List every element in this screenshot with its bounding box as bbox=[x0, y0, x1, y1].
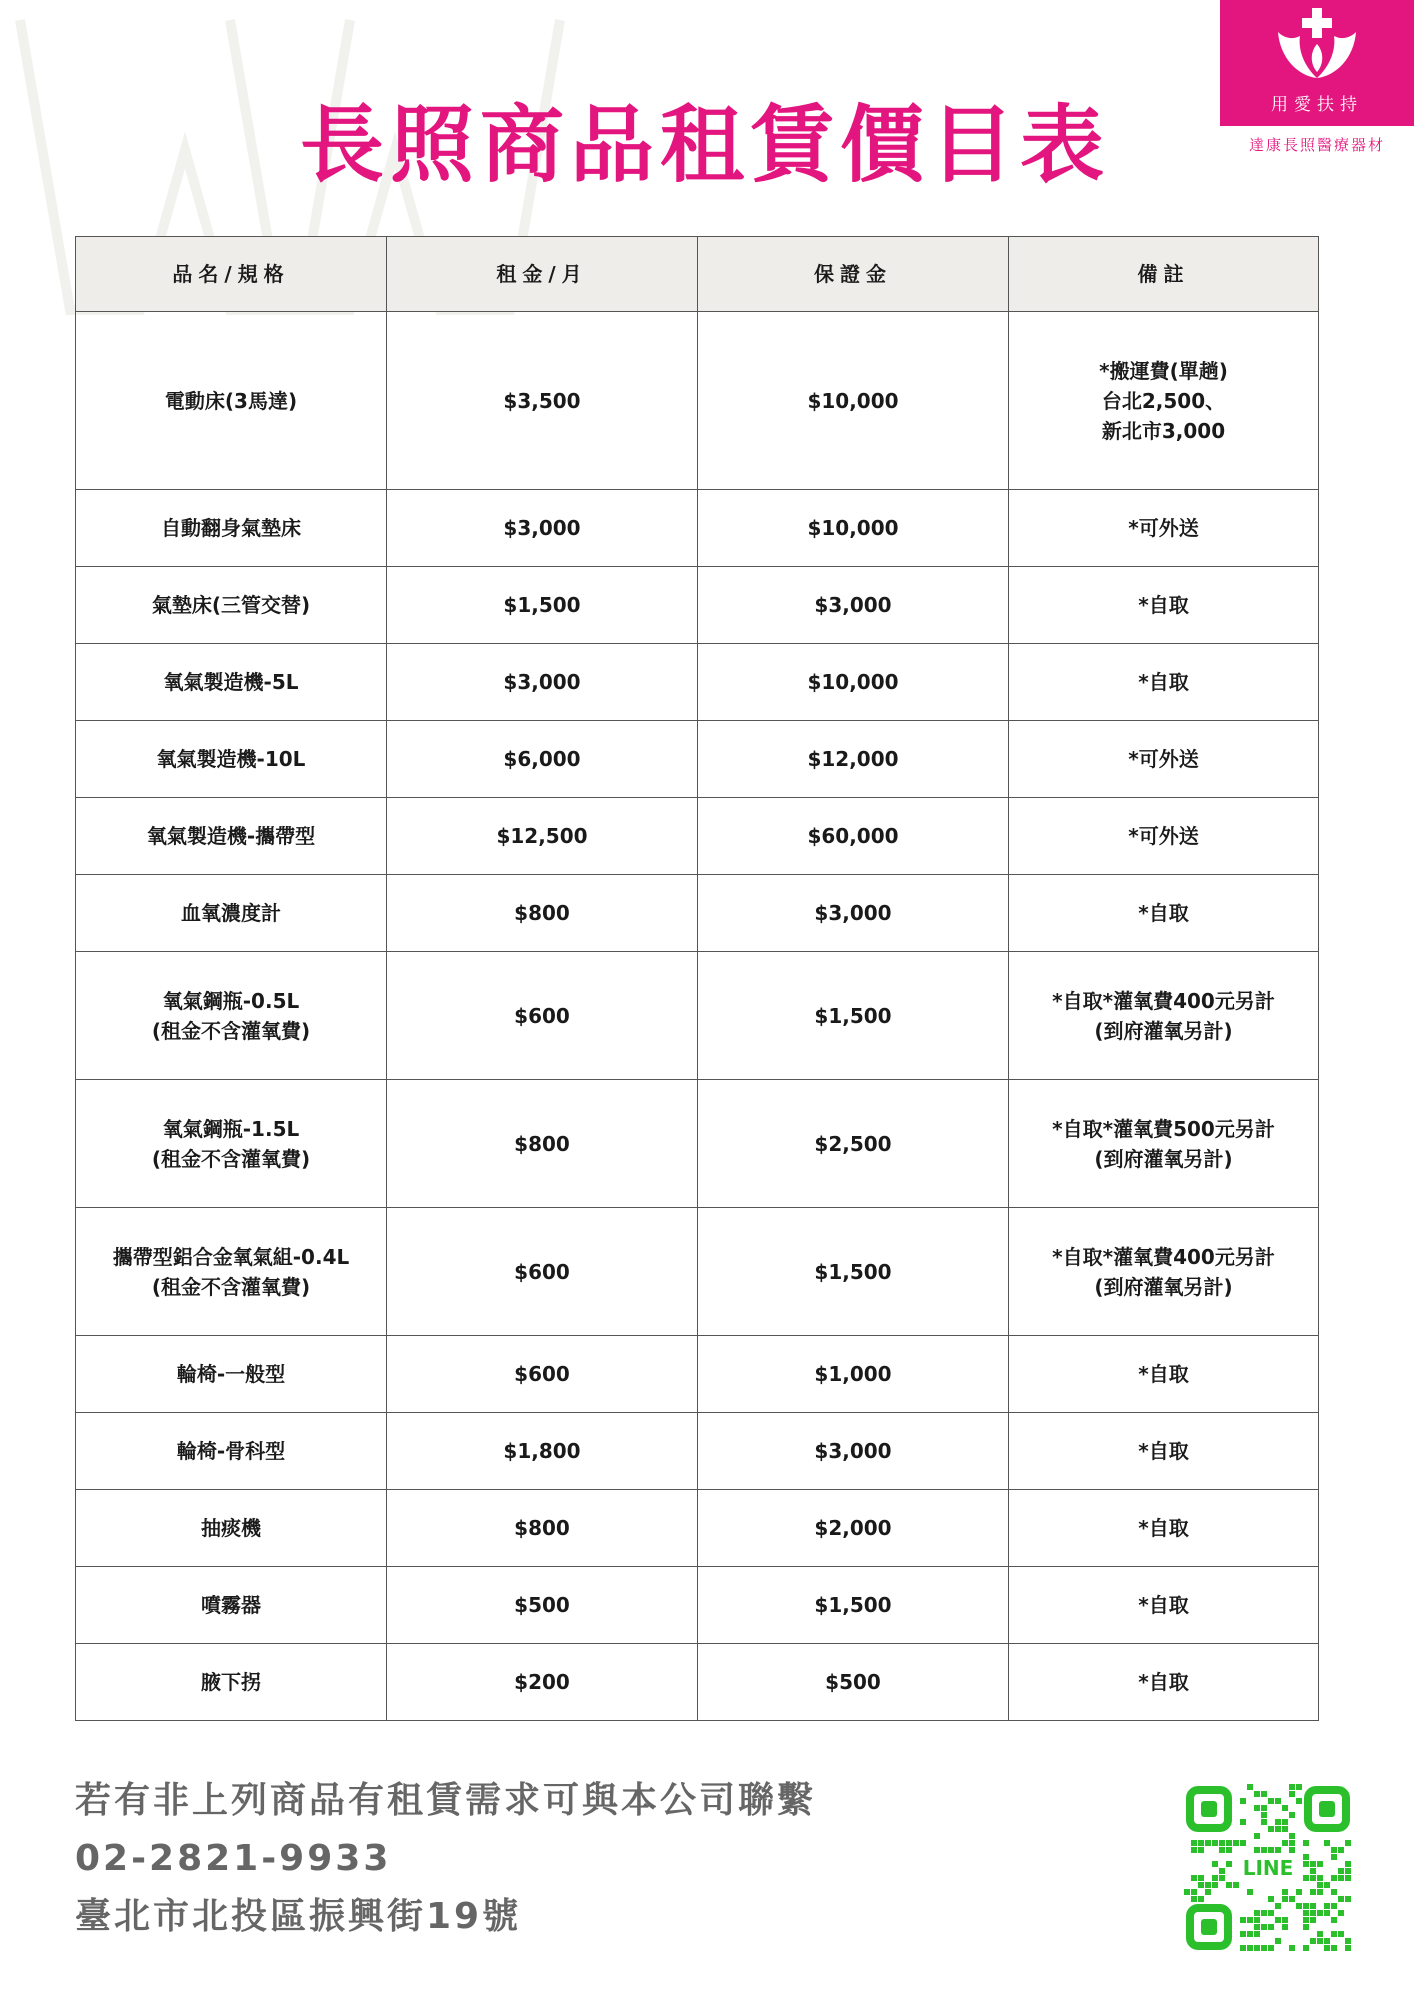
table-row bbox=[76, 312, 1319, 490]
qr-module bbox=[1289, 1784, 1295, 1790]
logo-company-name: 達康長照醫療器材 bbox=[1248, 136, 1385, 154]
qr-module bbox=[1205, 1840, 1211, 1846]
cell-note: *可外送 bbox=[1009, 798, 1319, 875]
table-row bbox=[76, 1567, 1319, 1644]
qr-module bbox=[1296, 1784, 1302, 1790]
qr-module bbox=[1275, 1798, 1281, 1804]
qr-module bbox=[1191, 1875, 1197, 1881]
cell-rent: $3,000 bbox=[387, 490, 698, 567]
qr-module bbox=[1303, 1875, 1309, 1881]
cell-rent: $3,500 bbox=[387, 312, 698, 490]
qr-module bbox=[1205, 1889, 1211, 1895]
table-row bbox=[76, 798, 1319, 875]
qr-module bbox=[1240, 1931, 1246, 1937]
cell-deposit: $10,000 bbox=[698, 644, 1009, 721]
qr-module bbox=[1254, 1945, 1260, 1951]
qr-module bbox=[1261, 1819, 1267, 1825]
qr-module bbox=[1310, 1938, 1316, 1944]
cell-note: *自取 bbox=[1009, 567, 1319, 644]
qr-module bbox=[1212, 1840, 1218, 1846]
table-row bbox=[76, 1490, 1319, 1567]
table-row bbox=[76, 1080, 1319, 1208]
qr-module bbox=[1191, 1847, 1197, 1853]
cell-name: 輪椅-一般型 bbox=[76, 1336, 387, 1413]
qr-module bbox=[1303, 1903, 1309, 1909]
qr-module bbox=[1247, 1917, 1253, 1923]
qr-module bbox=[1198, 1840, 1204, 1846]
qr-module bbox=[1289, 1896, 1295, 1902]
cell-name: 氧氣製造機-10L bbox=[76, 721, 387, 798]
qr-module bbox=[1324, 1910, 1330, 1916]
qr-module bbox=[1254, 1924, 1260, 1930]
cell-note: *可外送 bbox=[1009, 490, 1319, 567]
cell-note: *自取*灌氧費400元另計 (到府灌氧另計) bbox=[1009, 1208, 1319, 1336]
qr-module bbox=[1331, 1917, 1337, 1923]
qr-module bbox=[1212, 1882, 1218, 1888]
qr-module bbox=[1317, 1861, 1323, 1867]
qr-module bbox=[1338, 1847, 1344, 1853]
cell-name: 噴霧器 bbox=[76, 1567, 387, 1644]
qr-module bbox=[1191, 1896, 1197, 1902]
qr-module bbox=[1317, 1931, 1323, 1937]
qr-module bbox=[1219, 1875, 1225, 1881]
header-note: 備註 bbox=[1009, 237, 1319, 312]
qr-module bbox=[1338, 1931, 1344, 1937]
qr-module bbox=[1282, 1826, 1288, 1832]
qr-module bbox=[1240, 1798, 1246, 1804]
qr-module bbox=[1317, 1910, 1323, 1916]
cell-deposit: $1,500 bbox=[698, 1567, 1009, 1644]
cell-deposit: $12,000 bbox=[698, 721, 1009, 798]
qr-module bbox=[1261, 1805, 1267, 1811]
qr-module bbox=[1296, 1903, 1302, 1909]
qr-module bbox=[1268, 1896, 1274, 1902]
qr-module bbox=[1317, 1938, 1323, 1944]
qr-module bbox=[1205, 1882, 1211, 1888]
qr-module bbox=[1254, 1805, 1260, 1811]
cell-rent: $3,000 bbox=[387, 644, 698, 721]
cell-name: 氧氣製造機-攜帶型 bbox=[76, 798, 387, 875]
qr-module bbox=[1254, 1910, 1260, 1916]
qr-module bbox=[1324, 1882, 1330, 1888]
qr-module bbox=[1219, 1868, 1225, 1874]
cell-rent: $6,000 bbox=[387, 721, 698, 798]
qr-module bbox=[1240, 1840, 1246, 1846]
qr-module bbox=[1275, 1847, 1281, 1853]
address: 臺北市北投區振興街19號 bbox=[75, 1896, 522, 1937]
qr-module bbox=[1191, 1889, 1197, 1895]
qr-module bbox=[1289, 1833, 1295, 1839]
qr-module bbox=[1310, 1889, 1316, 1895]
cell-note: *自取 bbox=[1009, 875, 1319, 952]
qr-module bbox=[1331, 1875, 1337, 1881]
qr-module bbox=[1268, 1847, 1274, 1853]
table-row bbox=[76, 1208, 1319, 1336]
table-row bbox=[76, 490, 1319, 567]
qr-module bbox=[1282, 1924, 1288, 1930]
cell-deposit: $3,000 bbox=[698, 875, 1009, 952]
cell-note: *自取 bbox=[1009, 1490, 1319, 1567]
qr-module bbox=[1331, 1847, 1337, 1853]
qr-module bbox=[1247, 1945, 1253, 1951]
contact-note: 若有非上列商品有租賃需求可與本公司聯繫 bbox=[75, 1780, 817, 1821]
cell-name: 抽痰機 bbox=[76, 1490, 387, 1567]
qr-module bbox=[1275, 1826, 1281, 1832]
qr-module bbox=[1268, 1826, 1274, 1832]
qr-module bbox=[1310, 1861, 1316, 1867]
qr-module bbox=[1247, 1784, 1253, 1790]
cell-name: 攜帶型鋁合金氧氣組-0.4L (租金不含灌氧費) bbox=[76, 1208, 387, 1336]
qr-module bbox=[1303, 1910, 1309, 1916]
table-row bbox=[76, 1413, 1319, 1490]
cell-deposit: $2,500 bbox=[698, 1080, 1009, 1208]
qr-module bbox=[1289, 1847, 1295, 1853]
qr-module bbox=[1268, 1910, 1274, 1916]
qr-module bbox=[1303, 1854, 1309, 1860]
price-table bbox=[75, 236, 1319, 1721]
header-deposit: 保證金 bbox=[698, 237, 1009, 312]
cell-deposit: $1,500 bbox=[698, 1208, 1009, 1336]
cell-note: *自取 bbox=[1009, 1644, 1319, 1721]
header-rent: 租金/月 bbox=[387, 237, 698, 312]
qr-module bbox=[1324, 1938, 1330, 1944]
cell-note: *可外送 bbox=[1009, 721, 1319, 798]
cell-rent: $12,500 bbox=[387, 798, 698, 875]
qr-module bbox=[1282, 1889, 1288, 1895]
qr-module bbox=[1247, 1889, 1253, 1895]
qr-module bbox=[1254, 1931, 1260, 1937]
qr-module bbox=[1198, 1882, 1204, 1888]
qr-module bbox=[1219, 1847, 1225, 1853]
qr-module bbox=[1317, 1882, 1323, 1888]
qr-module bbox=[1338, 1896, 1344, 1902]
qr-module bbox=[1226, 1882, 1232, 1888]
cell-name: 電動床(3馬達) bbox=[76, 312, 387, 490]
qr-module bbox=[1198, 1847, 1204, 1853]
cell-deposit: $60,000 bbox=[698, 798, 1009, 875]
cell-name: 氣墊床(三管交替) bbox=[76, 567, 387, 644]
cell-note: *自取 bbox=[1009, 1413, 1319, 1490]
qr-module bbox=[1247, 1931, 1253, 1937]
line-qr-code-icon bbox=[1182, 1782, 1354, 1954]
table-header-row bbox=[76, 237, 1319, 312]
qr-module bbox=[1289, 1840, 1295, 1846]
cell-name: 腋下拐 bbox=[76, 1644, 387, 1721]
qr-module bbox=[1296, 1798, 1302, 1804]
qr-line-label: LINE bbox=[1242, 1856, 1294, 1880]
qr-module bbox=[1317, 1889, 1323, 1895]
qr-module bbox=[1289, 1791, 1295, 1797]
qr-module bbox=[1296, 1889, 1302, 1895]
qr-module bbox=[1268, 1945, 1274, 1951]
qr-module bbox=[1345, 1896, 1351, 1902]
qr-module bbox=[1324, 1840, 1330, 1846]
cell-note: *搬運費(單趟) 台北2,500、 新北市3,000 bbox=[1009, 312, 1319, 490]
qr-module bbox=[1233, 1840, 1239, 1846]
cell-name: 血氧濃度計 bbox=[76, 875, 387, 952]
cell-deposit: $1,500 bbox=[698, 952, 1009, 1080]
cell-rent: $500 bbox=[387, 1567, 698, 1644]
qr-module bbox=[1198, 1875, 1204, 1881]
qr-module bbox=[1275, 1819, 1281, 1825]
qr-module bbox=[1240, 1917, 1246, 1923]
qr-module bbox=[1310, 1903, 1316, 1909]
qr-module bbox=[1310, 1868, 1316, 1874]
qr-module bbox=[1198, 1896, 1204, 1902]
cell-rent: $600 bbox=[387, 1336, 698, 1413]
line-qr-code[interactable] bbox=[1182, 1782, 1354, 1954]
qr-module bbox=[1345, 1938, 1351, 1944]
qr-module bbox=[1303, 1945, 1309, 1951]
cell-name: 氧氣鋼瓶-0.5L (租金不含灌氧費) bbox=[76, 952, 387, 1080]
qr-module bbox=[1275, 1917, 1281, 1923]
logo-badge bbox=[1220, 0, 1414, 126]
cell-deposit: $3,000 bbox=[698, 1413, 1009, 1490]
cell-rent: $1,500 bbox=[387, 567, 698, 644]
qr-module bbox=[1254, 1847, 1260, 1853]
qr-module bbox=[1345, 1875, 1351, 1881]
cell-note: *自取 bbox=[1009, 1336, 1319, 1413]
cell-name: 氧氣鋼瓶-1.5L (租金不含灌氧費) bbox=[76, 1080, 387, 1208]
qr-module bbox=[1303, 1840, 1309, 1846]
qr-module bbox=[1240, 1819, 1246, 1825]
qr-module bbox=[1303, 1861, 1309, 1867]
qr-module bbox=[1275, 1938, 1281, 1944]
cell-deposit: $3,000 bbox=[698, 567, 1009, 644]
cell-rent: $600 bbox=[387, 952, 698, 1080]
qr-module bbox=[1240, 1945, 1246, 1951]
qr-module bbox=[1282, 1896, 1288, 1902]
cell-rent: $800 bbox=[387, 1490, 698, 1567]
cell-deposit: $10,000 bbox=[698, 490, 1009, 567]
cell-deposit: $10,000 bbox=[698, 312, 1009, 490]
qr-module bbox=[1254, 1917, 1260, 1923]
qr-module bbox=[1338, 1910, 1344, 1916]
qr-module bbox=[1303, 1917, 1309, 1923]
cell-rent: $1,800 bbox=[387, 1413, 698, 1490]
cell-deposit: $1,000 bbox=[698, 1336, 1009, 1413]
cross-hands-leaf-icon bbox=[1220, 0, 1414, 90]
cell-name: 輪椅-骨科型 bbox=[76, 1413, 387, 1490]
contact-footer bbox=[75, 1772, 975, 1946]
cell-note: *自取*灌氧費400元另計 (到府灌氧另計) bbox=[1009, 952, 1319, 1080]
qr-module bbox=[1345, 1861, 1351, 1867]
qr-module bbox=[1331, 1889, 1337, 1895]
table-row bbox=[76, 721, 1319, 798]
qr-module bbox=[1310, 1910, 1316, 1916]
logo-slogan: 用愛扶持 bbox=[1271, 95, 1363, 115]
qr-module bbox=[1331, 1854, 1337, 1860]
qr-module bbox=[1268, 1798, 1274, 1804]
qr-module bbox=[1275, 1903, 1281, 1909]
qr-module bbox=[1338, 1875, 1344, 1881]
cell-rent: $600 bbox=[387, 1208, 698, 1336]
cell-name: 氧氣製造機-5L bbox=[76, 644, 387, 721]
qr-module bbox=[1226, 1840, 1232, 1846]
qr-module bbox=[1212, 1861, 1218, 1867]
cell-deposit: $500 bbox=[698, 1644, 1009, 1721]
qr-module bbox=[1261, 1945, 1267, 1951]
table-row bbox=[76, 875, 1319, 952]
cell-deposit: $2,000 bbox=[698, 1490, 1009, 1567]
table-row bbox=[76, 952, 1319, 1080]
cell-rent: $800 bbox=[387, 875, 698, 952]
qr-module bbox=[1282, 1805, 1288, 1811]
cell-rent: $200 bbox=[387, 1644, 698, 1721]
qr-module bbox=[1324, 1903, 1330, 1909]
qr-module bbox=[1310, 1917, 1316, 1923]
qr-module bbox=[1282, 1840, 1288, 1846]
qr-module bbox=[1233, 1882, 1239, 1888]
cell-note: *自取 bbox=[1009, 644, 1319, 721]
qr-module bbox=[1331, 1931, 1337, 1937]
qr-module bbox=[1289, 1945, 1295, 1951]
qr-module bbox=[1226, 1861, 1232, 1867]
cell-name: 自動翻身氣墊床 bbox=[76, 490, 387, 567]
qr-module bbox=[1324, 1945, 1330, 1951]
qr-module bbox=[1261, 1924, 1267, 1930]
qr-module bbox=[1303, 1924, 1309, 1930]
qr-module bbox=[1226, 1847, 1232, 1853]
cell-rent: $800 bbox=[387, 1080, 698, 1208]
table-row bbox=[76, 644, 1319, 721]
qr-module bbox=[1184, 1889, 1190, 1895]
qr-module bbox=[1261, 1847, 1267, 1853]
table-row bbox=[76, 1644, 1319, 1721]
qr-module bbox=[1212, 1875, 1218, 1881]
qr-module bbox=[1268, 1924, 1274, 1930]
qr-module bbox=[1261, 1791, 1267, 1797]
phone-number: 02-2821-9933 bbox=[75, 1838, 392, 1879]
qr-module bbox=[1254, 1791, 1260, 1797]
table-row bbox=[76, 567, 1319, 644]
qr-module bbox=[1310, 1875, 1316, 1881]
cell-note: *自取 bbox=[1009, 1567, 1319, 1644]
company-logo bbox=[1220, 0, 1414, 172]
qr-module bbox=[1254, 1833, 1260, 1839]
header-name: 品名/規格 bbox=[76, 237, 387, 312]
table-row bbox=[76, 1336, 1319, 1413]
qr-module bbox=[1331, 1903, 1337, 1909]
qr-module bbox=[1345, 1868, 1351, 1874]
qr-module bbox=[1289, 1812, 1295, 1818]
cell-note: *自取*灌氧費500元另計 (到府灌氧另計) bbox=[1009, 1080, 1319, 1208]
qr-module bbox=[1338, 1868, 1344, 1874]
page-title: 長照商品租賃價目表 bbox=[300, 96, 1111, 194]
qr-module bbox=[1191, 1840, 1197, 1846]
qr-module bbox=[1219, 1840, 1225, 1846]
qr-module bbox=[1282, 1819, 1288, 1825]
qr-module bbox=[1261, 1910, 1267, 1916]
qr-module bbox=[1331, 1945, 1337, 1951]
qr-module bbox=[1345, 1840, 1351, 1846]
qr-module bbox=[1345, 1945, 1351, 1951]
qr-module bbox=[1261, 1812, 1267, 1818]
qr-module bbox=[1282, 1917, 1288, 1923]
qr-module bbox=[1317, 1875, 1323, 1881]
